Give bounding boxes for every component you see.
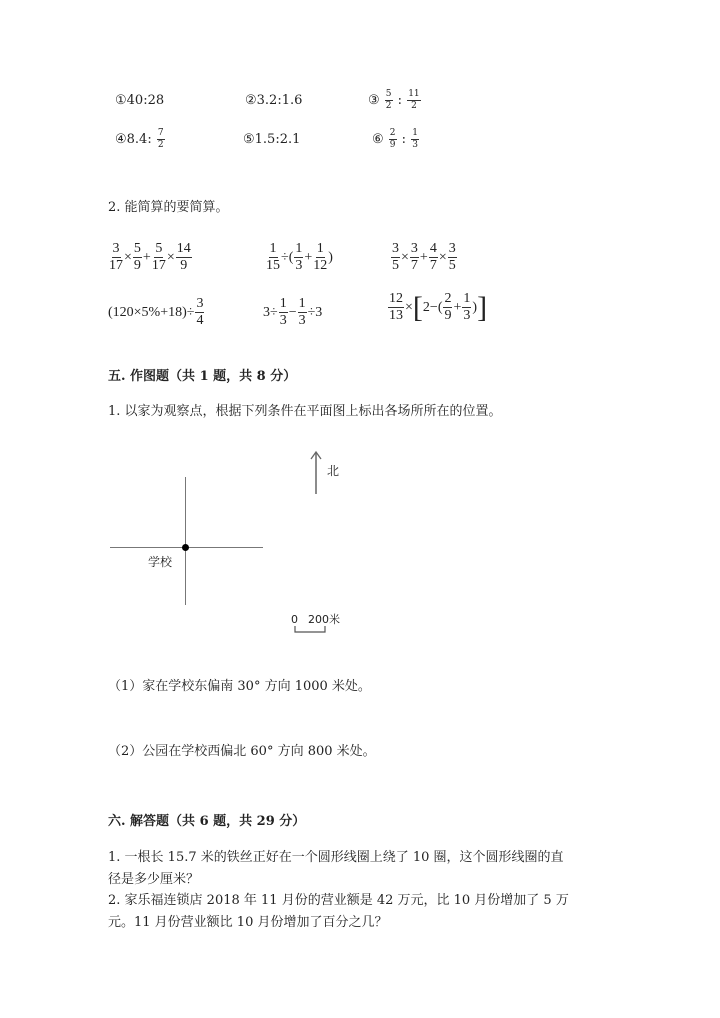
num: 1	[463, 291, 471, 306]
den: 13	[389, 308, 403, 323]
op: ÷	[281, 249, 289, 265]
den: 17	[151, 258, 166, 273]
op: +	[453, 299, 462, 315]
num: 7	[157, 128, 164, 138]
num: 3	[448, 241, 456, 256]
fraction	[298, 297, 307, 328]
fraction	[462, 292, 471, 323]
colon: :	[401, 132, 407, 147]
fraction	[157, 129, 165, 150]
op: ÷	[307, 304, 316, 320]
num: 1	[316, 241, 324, 256]
fraction	[195, 297, 204, 328]
den: 3	[463, 308, 471, 323]
num: 1	[298, 296, 306, 311]
den: 7	[410, 258, 418, 273]
north-arrow-icon	[309, 450, 323, 495]
condition-1: （1）家在学校东偏南 30° 方向 1000 米处。	[108, 679, 371, 694]
den: 5	[448, 258, 456, 273]
ratio-text: ④8.4:	[115, 132, 152, 147]
expr-text: (120×5%+18)÷	[108, 304, 195, 320]
ratio-4	[115, 129, 166, 150]
question-2-title: 2. 能简算的要简算。	[108, 200, 229, 215]
op: ]	[477, 290, 488, 324]
den: 12	[313, 258, 328, 273]
den: 2	[157, 140, 164, 150]
condition-2: （2）公园在学校西偏北 60° 方向 800 米处。	[108, 744, 376, 759]
section-6-question-2-line-2: 元。11 月份营业额比 10 月份增加了百分之几？	[108, 915, 388, 930]
expression-5	[263, 297, 322, 328]
op: +	[304, 249, 313, 265]
op: (	[437, 299, 443, 315]
den: 3	[412, 140, 418, 150]
colon: :	[397, 93, 403, 108]
num: 11	[408, 89, 420, 99]
expression-4	[108, 297, 205, 328]
num: 5	[155, 241, 163, 256]
num: 5	[385, 89, 392, 99]
den: 9	[180, 258, 188, 273]
fraction	[266, 242, 280, 273]
op: )	[328, 249, 333, 265]
expression-2	[265, 242, 333, 273]
expression-3	[390, 242, 458, 273]
den: 5	[392, 258, 399, 273]
section-6-question-1-line-1: 1. 一根长 15.7 米的铁丝正好在一个圆形线圈上绕了 10 圈，这个圆形线圈的直	[108, 850, 564, 865]
op: +	[142, 249, 151, 265]
ratio-text: ①40:28	[115, 93, 165, 108]
scale-bar	[294, 625, 328, 634]
num: 3	[410, 241, 418, 256]
fraction	[411, 129, 419, 150]
scale-zero: 0	[291, 613, 298, 626]
expression-1	[108, 242, 193, 273]
den: 17	[109, 258, 123, 273]
den: 9	[389, 140, 396, 150]
op: ×	[124, 249, 132, 265]
fraction	[389, 129, 397, 150]
op: −	[429, 299, 438, 315]
num-text: 3	[315, 304, 323, 320]
fraction	[388, 292, 404, 323]
num: 1	[269, 241, 277, 256]
section-6-question-1-line-2: 径是多少厘米？	[108, 872, 200, 887]
op: [	[412, 290, 423, 324]
op: )	[472, 299, 478, 315]
num: 1	[412, 128, 418, 138]
section-5-question-1: 1. 以家为观察点，根据下列条件在平面图上标出各场所所在的位置。	[108, 404, 502, 419]
fraction	[313, 242, 327, 273]
num: 4	[429, 241, 437, 256]
fraction	[152, 242, 166, 273]
section-5-title: 五. 作图题（共 1 题，共 8 分）	[108, 369, 297, 384]
ratio-text: ⑥	[372, 132, 384, 147]
op: (	[288, 249, 294, 265]
fraction	[385, 90, 393, 111]
north-south-axis	[185, 477, 186, 605]
den: 3	[295, 258, 303, 273]
north-label: 北	[327, 464, 340, 478]
den: 2	[411, 101, 417, 111]
fraction	[448, 242, 457, 273]
num: 3	[112, 241, 120, 256]
den: 4	[196, 313, 204, 328]
op: ×	[405, 299, 413, 315]
fraction	[410, 242, 419, 273]
den: 3	[298, 313, 306, 328]
num: 3	[392, 241, 399, 256]
school-point	[182, 544, 189, 551]
fraction	[391, 242, 400, 273]
den: 9	[133, 258, 141, 273]
ratio-5	[243, 132, 300, 147]
num: 12	[389, 291, 403, 306]
den: 3	[279, 313, 287, 328]
ratio-text: ③	[368, 93, 380, 108]
ratio-2	[245, 93, 302, 108]
num: 5	[133, 241, 141, 256]
fraction	[133, 242, 142, 273]
expression-6	[387, 292, 487, 323]
num-text: 3	[263, 304, 270, 320]
fraction	[429, 242, 438, 273]
op: +	[419, 249, 428, 265]
den: 9	[444, 308, 452, 323]
fraction	[407, 90, 420, 111]
den: 2	[385, 101, 392, 111]
section-6-title: 六. 解答题（共 6 题，共 29 分）	[108, 814, 306, 829]
ratio-text: ②3.2:1.6	[245, 93, 303, 108]
ratio-text: ⑤1.5:2.1	[243, 132, 301, 147]
fraction	[109, 242, 123, 273]
den: 15	[266, 258, 280, 273]
op: −	[288, 304, 297, 320]
op: ×	[438, 249, 447, 265]
num-text: 2	[422, 299, 430, 315]
op: ×	[166, 249, 175, 265]
fraction	[176, 242, 192, 273]
op: ÷	[270, 304, 278, 320]
ratio-3	[368, 90, 422, 111]
scale-label: 200米	[308, 613, 340, 626]
op: ×	[401, 249, 409, 265]
ratio-6	[372, 129, 420, 150]
num: 3	[196, 296, 204, 311]
ratio-1	[115, 93, 164, 108]
fraction	[294, 242, 303, 273]
den: 7	[429, 258, 437, 273]
section-6-question-2-line-1: 2. 家乐福连锁店 2018 年 11 月份的营业额是 42 万元，比 10 月份增加了 5 万	[108, 893, 569, 908]
fraction	[443, 292, 452, 323]
fraction	[279, 297, 288, 328]
num: 2	[444, 291, 452, 306]
num: 1	[295, 241, 303, 256]
num: 2	[389, 128, 396, 138]
num: 1	[279, 296, 287, 311]
school-label: 学校	[148, 555, 173, 569]
num: 14	[176, 241, 191, 256]
